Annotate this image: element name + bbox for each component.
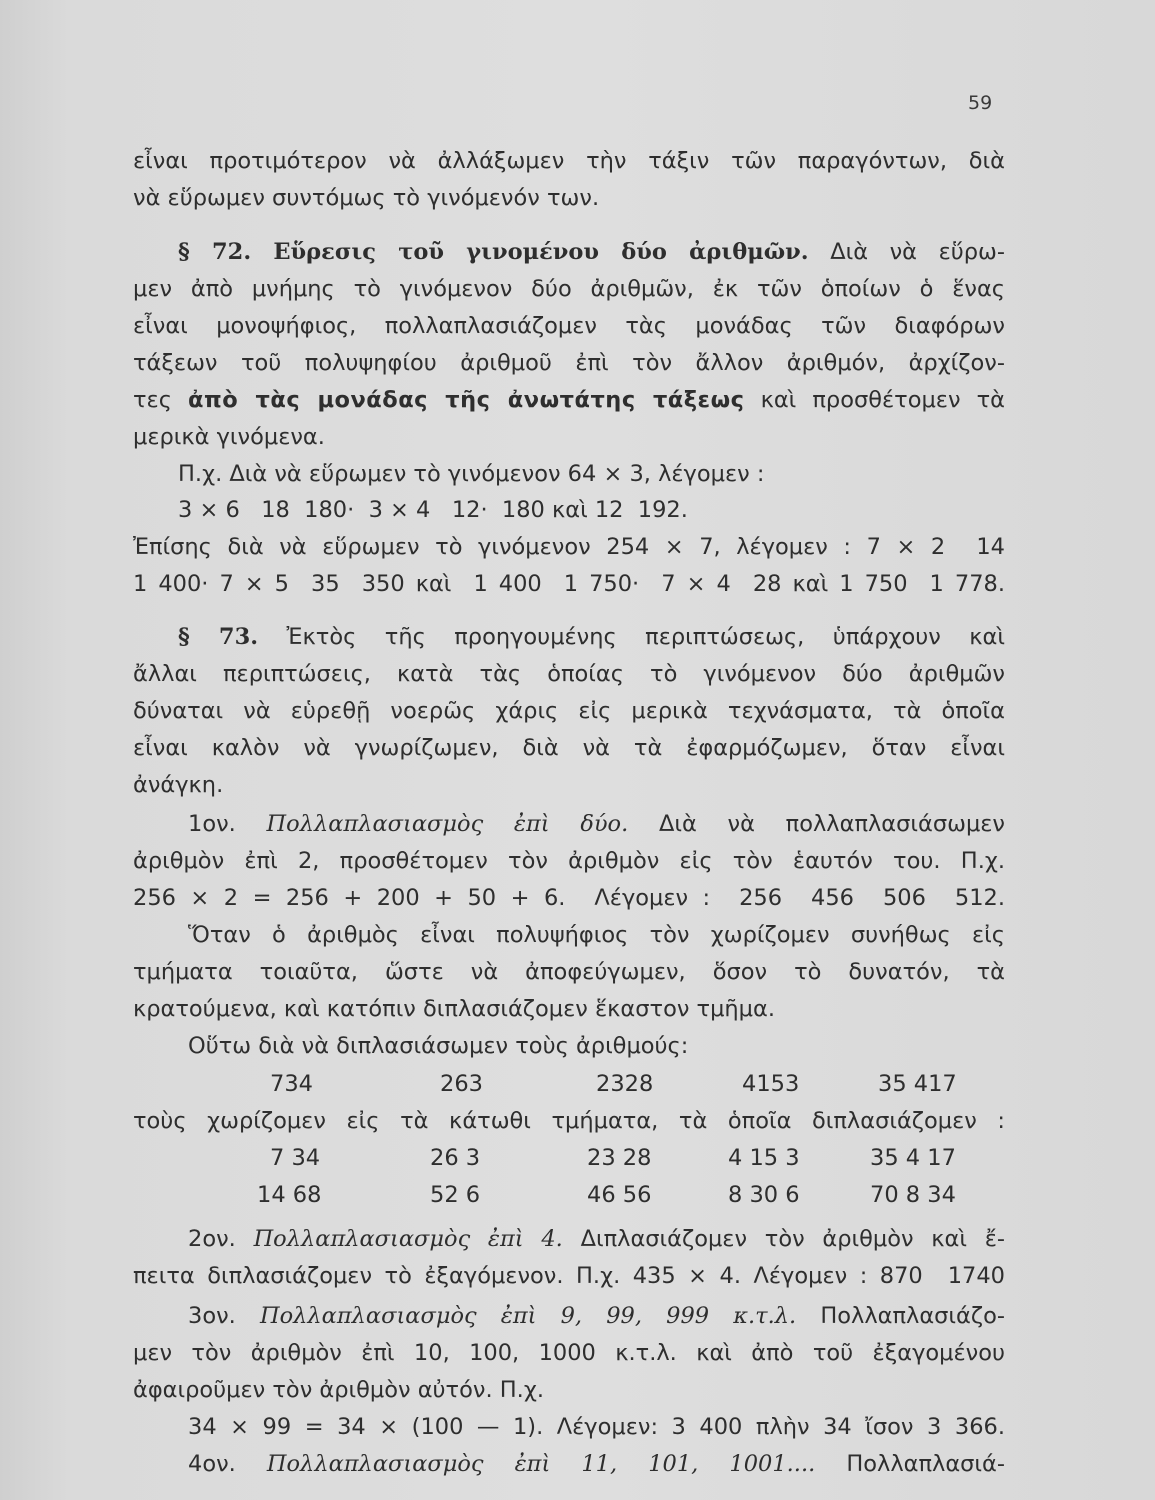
text-line: τμήματα τοιαῦτα, ὥστε νὰ ἀποφεύγωμεν, ὅσον τὸ δυνατόν, τὰ — [133, 959, 1005, 985]
text-line: ἄλλαι περιπτώσεις, κατὰ τὰς ὁποίας τὸ γινόμενον δύο ἀριθμῶν — [133, 661, 1005, 687]
section-72-first-line — [178, 234, 1005, 270]
text-line: κρατούμενα, καὶ κατόπιν διπλασιάζομεν ἕκαστον τμῆμα. — [133, 996, 775, 1022]
text-fragment: Διὰ νὰ εὕρω- — [830, 239, 1006, 265]
method-1-first-line — [188, 806, 1005, 842]
number-cell: 23 28 — [587, 1145, 652, 1171]
text-line: μεν ἀπὸ μνήμης τὸ γινόμενον δύο ἀριθμῶν, ἐκ τῶν ὁποίων ὁ ἕνας — [133, 276, 1005, 302]
section-73-first-line — [178, 619, 1005, 655]
text-line: Οὕτω διὰ νὰ διπλασιάσωμεν τοὺς ἀριθμούς: — [188, 1033, 689, 1059]
method-label: 3ον. — [188, 1303, 236, 1329]
number-cell: 2328 — [596, 1071, 654, 1097]
number-cell: 70 8 34 — [870, 1182, 956, 1208]
emphasized-text: ἀπὸ τὰς μονάδας τῆς ἀνωτάτης τάξεως — [188, 387, 745, 413]
text-line: Ὅταν ὁ ἀριθμὸς εἶναι πολυψήφιος τὸν χωρίζομεν συνήθως εἰς — [188, 922, 1005, 948]
method-3-first-line — [188, 1298, 1005, 1334]
section-72-heading: § 72. Εὕρεσις τοῦ γινομένου δύο ἀριθμῶν. — [178, 239, 809, 265]
number-cell: 263 — [440, 1071, 483, 1097]
example-line: Π.χ. Διὰ νὰ εὕρωμεν τὸ γινόμενον 64 × 3, λέγομεν : — [178, 461, 765, 487]
method-4-first-line — [188, 1446, 1005, 1482]
text-line: ἀριθμὸν ἐπὶ 2, προσθέτομεν τὸν ἀριθμὸν εἰς τὸν ἑαυτόν του. Π.χ. — [133, 848, 1005, 874]
section-73-heading: § 73. — [178, 624, 259, 650]
text-fragment: Πολλαπλασιάζο- — [820, 1303, 1005, 1329]
method-2-first-line — [188, 1221, 1005, 1257]
method-label: 4ον. — [188, 1451, 236, 1477]
text-line: ἀνάγκη. — [133, 772, 224, 798]
number-cell: 46 56 — [587, 1182, 652, 1208]
number-cell: 14 68 — [257, 1182, 322, 1208]
text-line-with-emphasis — [133, 382, 1005, 418]
number-cell: 52 6 — [430, 1182, 481, 1208]
number-cell: 7 34 — [270, 1145, 321, 1171]
example-line: 34 × 99 = 34 × (100 — 1). Λέγομεν: 3 400 πλὴν 34 ἴσον 3 366. — [188, 1414, 1005, 1440]
number-cell: 4 15 3 — [728, 1145, 800, 1171]
text-fragment: Διὰ νὰ πολλαπλασιάσωμεν — [658, 811, 1005, 837]
example-line: πειτα διπλασιάζομεν τὸ ἐξαγόμενον. Π.χ. 435 × 4. Λέγομεν : 870 1740 — [133, 1263, 1005, 1289]
page-number: 59 — [968, 92, 993, 114]
number-cell: 35 4 17 — [870, 1145, 956, 1171]
text-line: ἀφαιροῦμεν τὸν ἀριθμὸν αὐτόν. Π.χ. — [133, 1377, 544, 1403]
method-title: Πολλαπλασιασμὸς ἐπὶ 11, 101, 1001.... — [266, 1451, 816, 1477]
text-line: μεν τὸν ἀριθμὸν ἐπὶ 10, 100, 1000 κ.τ.λ. καὶ ἀπὸ τοῦ ἐξαγομένου — [133, 1340, 1005, 1366]
text-fragment: καὶ προσθέτομεν τὰ — [760, 387, 1006, 413]
text-fragment: Διπλασιάζομεν τὸν ἀριθμὸν καὶ ἔ- — [580, 1226, 1006, 1252]
example-line: 3 × 6 18 180· 3 × 4 12· 180 καὶ 12 192. — [178, 497, 688, 523]
text-line: τάξεων τοῦ πολυψηφίου ἀριθμοῦ ἐπὶ τὸν ἄλλον ἀριθμόν, ἀρχίζον- — [133, 350, 1005, 376]
text-line: εἶναι προτιμότερον νὰ ἀλλάξωμεν τὴν τάξιν τῶν παραγόντων, διὰ — [133, 148, 1005, 174]
number-cell: 8 30 6 — [728, 1182, 800, 1208]
method-label: 2ον. — [188, 1226, 236, 1252]
number-cell: 4153 — [742, 1071, 800, 1097]
text-line: τοὺς χωρίζομεν εἰς τὰ κάτωθι τμήματα, τὰ ὁποῖα διπλασιάζομεν : — [133, 1108, 1005, 1134]
number-cell: 734 — [270, 1071, 313, 1097]
method-title: Πολλαπλασιασμὸς ἐπὶ δύο. — [266, 811, 629, 837]
method-title: Πολλαπλασιασμὸς ἐπὶ 4. — [253, 1226, 563, 1252]
example-line: 1 400· 7 × 5 35 350 καὶ 1 400 1 750· 7 × 4 28 καὶ 1 750 1 778. — [133, 571, 1005, 597]
text-fragment: τες — [133, 387, 172, 413]
text-fragment: Ἐκτὸς τῆς προηγουμένης περιπτώσεως, ὑπάρχουν καὶ — [286, 624, 1005, 650]
text-line: εἶναι μονοψήφιος, πολλαπλασιάζομεν τὰς μονάδας τῶν διαφόρων — [133, 313, 1005, 339]
text-line: νὰ εὕρωμεν συντόμως τὸ γινόμενόν των. — [133, 185, 600, 211]
text-line: μερικὰ γινόμενα. — [133, 424, 325, 450]
method-title: Πολλαπλασιασμὸς ἐπὶ 9, 99, 999 κ.τ.λ. — [259, 1303, 797, 1329]
method-label: 1ον. — [188, 811, 236, 837]
text-line: εἶναι καλὸν νὰ γνωρίζωμεν, διὰ νὰ τὰ ἐφαρμόζωμεν, ὅταν εἶναι — [133, 735, 1005, 761]
number-cell: 26 3 — [430, 1145, 481, 1171]
number-cell: 35 417 — [878, 1071, 957, 1097]
text-fragment: Πολλαπλασιά- — [846, 1451, 1005, 1477]
text-line: δύναται νὰ εὑρεθῇ νοερῶς χάρις εἰς μερικὰ τεχνάσματα, τὰ ὁποῖα — [133, 698, 1005, 724]
example-line: Ἐπίσης διὰ νὰ εὕρωμεν τὸ γινόμενον 254 × 7, λέγομεν : 7 × 2 14 — [133, 534, 1005, 560]
example-line: 256 × 2 = 256 + 200 + 50 + 6. Λέγομεν : 256 456 506 512. — [133, 885, 1005, 911]
